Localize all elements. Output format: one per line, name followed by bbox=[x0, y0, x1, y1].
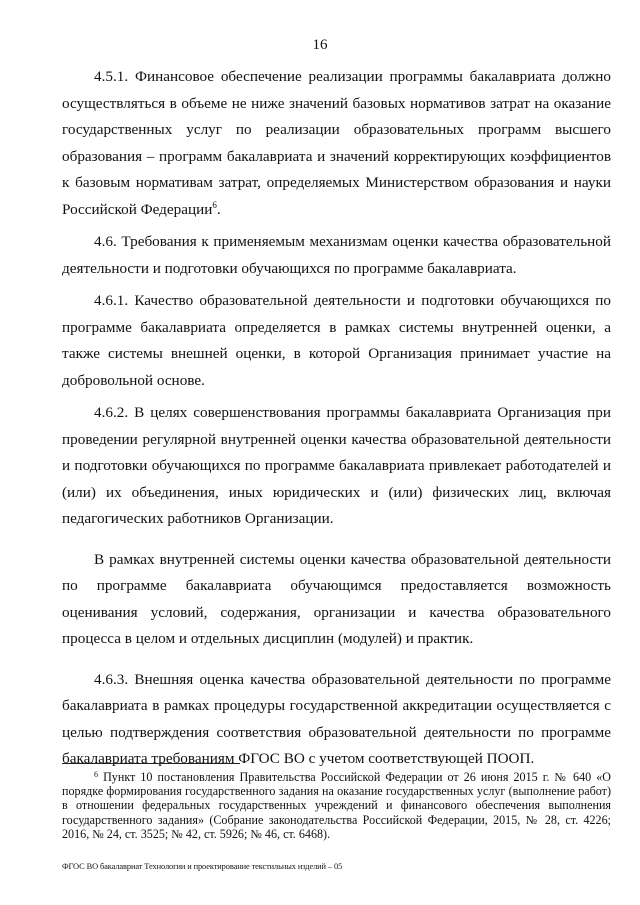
body-text bbox=[62, 64, 611, 779]
paragraph-4-6-3: 4.6.3. Внешняя оценка качества образовательной деятельности по программе бакалавриата в рамках процедуры государственной аккредитации осуществляется с целью подтверждения соответствия образовательной деятельности по программе бакалавриата требованиям ФГОС ВО с учетом соответствующей ПООП. bbox=[62, 670, 611, 767]
footnote-divider bbox=[62, 763, 240, 764]
paragraph-4-6-2: 4.6.2. В целях совершенствования программы бакалавриата Организация при проведении регулярной внутренней оценки качества образовательной деятельности и подготовки обучающихся по программе бакалавриата привлекает работодателей и (или) их объединения, иных юридических и (или) физических лиц, включая педагогических работников Организации. bbox=[62, 404, 611, 527]
paragraph-4-5-1-end: . bbox=[216, 200, 221, 218]
footnote bbox=[62, 770, 611, 841]
paragraph-4-6: 4.6. Требования к применяемым механизмам оценки качества образовательной деятельности и подготовки обучающихся по программе бакалавриата. bbox=[62, 233, 611, 277]
paragraph-4-6-1: 4.6.1. Качество образовательной деятельности и подготовки обучающихся по программе бакалавриата определяется в рамках системы внутренней оценки, а также системы внешней оценки, в которой Организация принимает участие на добровольной основе. bbox=[62, 292, 611, 389]
paragraph-4-5-1 bbox=[62, 64, 611, 223]
footnote-text: Пункт 10 постановления Правительства Российской Федерации от 26 июня 2015 г. № 640 «О порядке формирования государственного задания на оказание государственных услуг (выполнение работ) в отношении федеральных государственных учреждений и финансового обеспечения выполнения государственного задания» (Собрание законодательства Российской Федерации, 2015, № 28, ст. 4226; 2016, № 24, ст. 3525; № 42, ст. 5926; № 46, ст. 6468). bbox=[62, 770, 612, 841]
page-number: 16 bbox=[312, 37, 328, 53]
footnote-reference[interactable]: 6 bbox=[212, 199, 217, 210]
paragraph-4-5-1-text: 4.5.1. Финансовое обеспечение реализации программы бакалавриата должно осуществляться в объеме не ниже значений базовых нормативов затрат на оказание государственных услуг по реализации образовательных программ высшего образования – программ бакалавриата и значений корректирующих коэффициентов к базовым нормативам затрат, определяемых Министерством образования и науки Российской Федерации bbox=[62, 68, 611, 218]
page-footer: ФГОС ВО бакалавриат Технологии и проектирование текстильных изделий – 05 bbox=[62, 862, 343, 871]
footnote-marker: 6 bbox=[94, 770, 98, 779]
paragraph-internal-assessment: В рамках внутренней системы оценки качества образовательной деятельности по программе бакалавриата обучающимся предоставляется возможность оценивания условий, содержания, организации и качества образовательного процесса в целом и отдельных дисциплин (модулей) и практик. bbox=[62, 550, 611, 647]
